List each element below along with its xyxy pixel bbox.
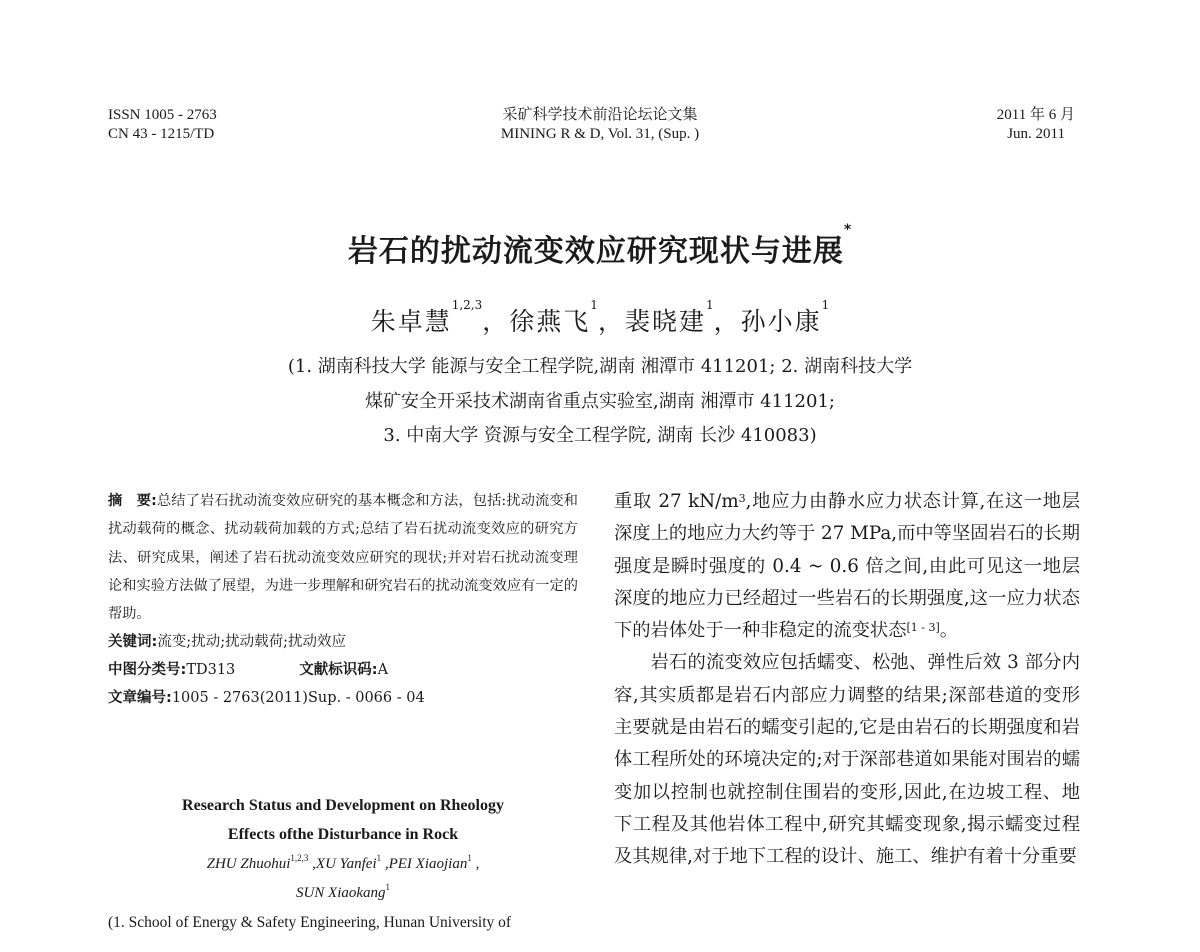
- doc-code-value: A: [377, 662, 389, 679]
- journal-name-cn: 采矿科学技术前沿论坛论文集: [502, 107, 698, 123]
- abstract: [108, 487, 578, 628]
- author-list: [0, 298, 1200, 338]
- english-author-sup: 1: [467, 853, 472, 863]
- doc-code-label: 文献标识码:: [299, 662, 378, 679]
- author: [370, 298, 510, 336]
- author-name: 裴晓建: [624, 307, 706, 336]
- english-author-name: SUN Xiaokang: [295, 885, 386, 901]
- paper-title: [0, 222, 1200, 270]
- keywords: [108, 628, 578, 656]
- paper-title-text: 岩石的扰动流变效应研究现状与进展: [347, 234, 844, 269]
- clc-value: TD313: [186, 662, 236, 679]
- author-affil-sup: 1: [821, 298, 830, 312]
- english-author-name: ZHU Zhuohui: [206, 856, 291, 872]
- title-footnote-mark: *: [843, 222, 853, 238]
- english-author-sep: ,: [381, 856, 389, 872]
- cn-number: CN 43 - 1215/TD: [108, 126, 215, 142]
- p1-end: 。: [939, 620, 959, 642]
- author-affil-sup: 1: [590, 298, 598, 312]
- keywords-text: 流变;扰动;扰动载荷;扰动效应: [157, 634, 346, 651]
- abstract-text: 总结了岩石扰动流变效应研究的基本概念和方法，包括:扰动流变和扰动载荷的概念、扰动载荷加载的方式;总结了岩石扰动流变效应的研究方法、研究成果，阐述了岩石扰动流变效应研究的现状;并对岩石扰动流变理论和实验方法做了展望，为进一步理解和研究岩石的扰动流变效应有一定的帮助。: [108, 493, 578, 623]
- english-author-name: XU Yanfei: [315, 856, 377, 872]
- issue-date-cn: 2011 年 6 月: [996, 107, 1075, 123]
- article-number: [108, 684, 578, 712]
- english-author: [206, 853, 316, 872]
- article-number-label: 文章编号:: [108, 690, 172, 707]
- affiliation-line-3: 3. 中南大学 资源与安全工程学院, 湖南 长沙 410083): [383, 425, 817, 446]
- author-separator: ，: [482, 307, 510, 336]
- author-name: 朱卓慧: [370, 307, 452, 336]
- author-affil-sup: 1,2,3: [451, 298, 483, 312]
- body-paragraph-1: [614, 486, 1080, 647]
- affiliation-line-2: 煤矿安全开采技术湖南省重点实验室,湖南 湘潭市 411201;: [365, 391, 835, 412]
- unit-exponent: 3: [738, 492, 746, 505]
- issn: ISSN 1005 - 2763: [108, 107, 217, 123]
- affiliation-line-1: (1. 湖南科技大学 能源与安全工程学院,湖南 湘潭市 411201; 2. 湖南科技大学: [287, 356, 913, 377]
- english-author: [295, 882, 391, 901]
- article-number-value: 1005 - 2763(2011)Sup. - 0066 - 04: [171, 690, 425, 707]
- citation-ref: [1 - 3]: [906, 621, 940, 635]
- keywords-label: 关键词:: [108, 634, 158, 651]
- p1-start: 重取 27 kN/m: [614, 491, 739, 512]
- abstract-block: [108, 487, 578, 712]
- english-authors-line-2: [108, 882, 578, 902]
- body-paragraph-2: 岩石的流变效应包括蠕变、松弛、弹性后效 3 部分内容,其实质都是岩石内部应力调整的结果;深部巷道的变形主要就是由岩石的蠕变引起的,它是由岩石的长期强度和岩体工程所处的环境决定的;对于深部巷道如果能对围岩的蠕变加以控制也就控制住围岩的变形,因此,在边坡工程、地下工程及其他岩体工程中,研究其蠕变现象,揭示蠕变过程及其规律,对于地下工程的设计、施工、维护有着十分重要: [614, 652, 1080, 868]
- author: [509, 298, 625, 336]
- english-title-line-1: Research Status and Development on Rheology: [182, 797, 504, 814]
- clc-label: 中图分类号:: [108, 662, 187, 679]
- issue-date-en: Jun. 2011: [1007, 126, 1065, 142]
- classification: [108, 656, 578, 684]
- english-title-line-2: Effects ofthe Disturbance in Rock: [227, 826, 459, 843]
- english-author-name: PEI Xiaojian: [388, 856, 468, 872]
- english-affiliation: (1. School of Energy & Safety Engineering, Hunan University of: [108, 914, 512, 931]
- english-author-sep: ,: [308, 856, 316, 872]
- author: [740, 298, 830, 336]
- english-author-sep: ,: [471, 856, 480, 872]
- english-author-sup: 1: [376, 853, 382, 863]
- author: [624, 298, 741, 336]
- english-author-sup: 1: [385, 882, 391, 892]
- author-name: 孙小康: [740, 307, 822, 336]
- english-author: [388, 853, 480, 872]
- abstract-label: 摘 要:: [108, 493, 157, 509]
- p1-text: ,地应力由静水应力状态计算,在这一地层深度上的地应力大约等于 27 MPa,而中等坚固岩石的长期强度是瞬时强度的 0.4 ~ 0.6 倍之间,由此可见这一地层深度的地应力已经超过一些岩石的长期强度,这一应力状态下的岩体处于一种非稳定的流变状态: [614, 491, 1081, 642]
- english-author: [315, 853, 389, 872]
- body-text: [614, 486, 1080, 874]
- author-name: 徐燕飞: [509, 307, 591, 336]
- author-separator: ，: [713, 307, 741, 336]
- english-author-sup: 1,2,3: [290, 853, 309, 863]
- author-separator: ，: [597, 307, 625, 336]
- english-authors-line-1: [108, 853, 578, 873]
- journal-name-en: MINING R & D, Vol. 31, (Sup. ): [500, 126, 700, 142]
- author-affil-sup: 1: [705, 298, 714, 312]
